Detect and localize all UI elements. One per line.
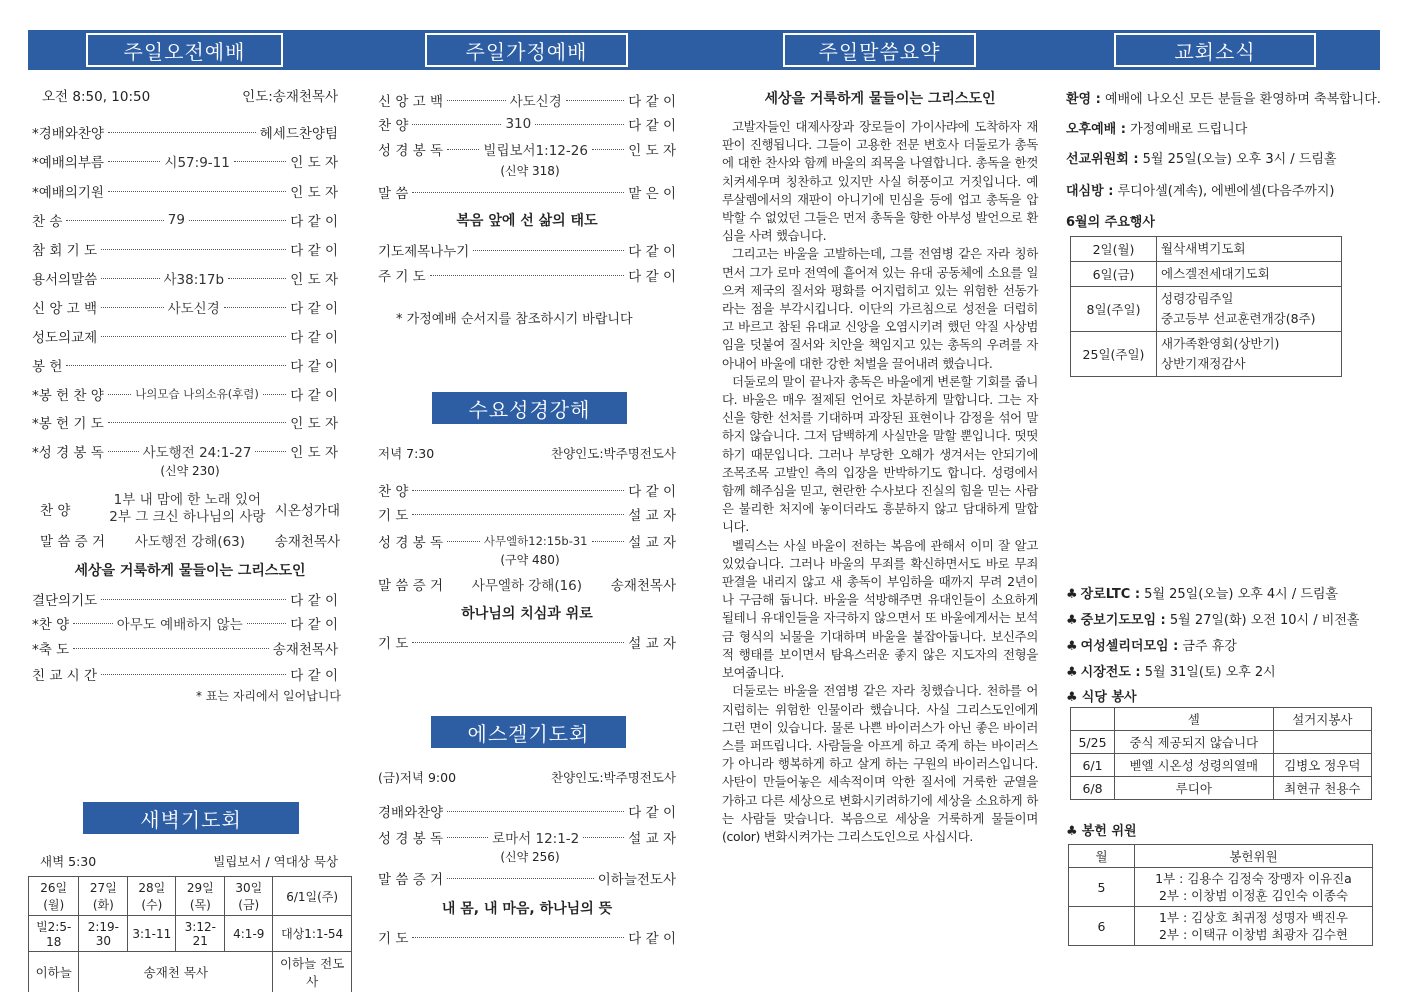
offering-members: 1부 : 김상호 최귀정 성명자 백진우 (1158, 910, 1348, 925)
order-label: 찬 양 (378, 118, 409, 134)
order-label: 친 교 시 간 (32, 668, 98, 684)
order-label: 찬 송 (32, 214, 63, 230)
june-date: 6일(금) (1071, 262, 1157, 287)
offering-members: 2부 : 이창범 이정훈 김인숙 이종숙 (1158, 888, 1348, 903)
ezekiel-time: (금)저녁 9:00 (378, 770, 457, 785)
order-row (32, 151, 338, 171)
order-label: 신 앙 고 백 (378, 94, 444, 110)
news-item-value: 5월 31일(토) 오후 2시 (1140, 665, 1276, 680)
order-row (378, 531, 676, 551)
order-label: 봉 헌 (32, 359, 63, 375)
meal-header: 설거지봉사 (1273, 708, 1371, 731)
order-row (378, 504, 676, 524)
wednesday-reading-subtitle: (구약 480) (500, 553, 560, 567)
standing-note: * 표는 자리에서 일어납니다 (196, 689, 341, 703)
order-label: 찬 양 (378, 484, 409, 500)
summary-paragraph: 고발자들인 대제사장과 장로들이 가이사랴에 도착하자 재판이 진행됩니다. 그들이 고용한 전문 변호사 더둘로가 총독에 대한 찬사와 함께 바울의 죄목을 나열합니다. 총독을 한껏 치켜세우며 칭찬하고 있지만 사실 허풍이고 거짓입니다. 예루살렘에서의 재판이 아니기에 민심을 등에 업고 총독을 압박할 수 없었던 그들은 먼저 총독을 향한 아부성 발언으로 환심을 사려 했습니다. (722, 119, 1038, 244)
choir-line-1: 1부 내 맘에 한 노래 있어 (113, 492, 262, 508)
meal-date: 6/8 (1071, 777, 1115, 800)
dawn-passage: 3:12-21 (176, 916, 225, 952)
order-person: 다 같 이 (290, 243, 338, 259)
sermon-row (40, 530, 340, 550)
offering-header: 월 (1069, 845, 1135, 868)
meal-wash: 김병오 정우덕 (1273, 754, 1371, 777)
home-word-label: 말 씀 (378, 186, 409, 202)
june-event: 중고등부 선교훈련개강(8주) (1161, 311, 1316, 326)
sermon-label: 말 씀 증 거 (40, 534, 106, 550)
news-item (1066, 180, 1334, 199)
wednesday-title: 수요성경강해 (432, 392, 627, 424)
meal-service-table (1070, 707, 1372, 800)
dawn-passage: 대상1:1-54 (273, 916, 352, 952)
order-person: 설 교 자 (628, 508, 676, 524)
order-row (32, 441, 338, 461)
offering-heading (1066, 820, 1137, 839)
meal-service-heading (1066, 686, 1137, 705)
june-date: 8일(주일) (1071, 287, 1157, 332)
order-row (32, 613, 338, 633)
order-detail: 사도신경 (167, 301, 220, 317)
wednesday-message-title: 하나님의 치심과 위로 (461, 606, 593, 622)
wednesday-prayer-label: 기 도 (378, 636, 409, 652)
clover-icon: ♣ (1066, 639, 1078, 654)
order-person: 설 교 자 (628, 535, 676, 551)
dawn-day: 27일(화) (79, 877, 128, 916)
dawn-day: 28일(수) (128, 877, 176, 916)
meal-cell: 중식 제공되지 않습니다 (1115, 731, 1274, 754)
wednesday-sermon-row (378, 574, 676, 594)
sermon-preacher: 송재천목사 (274, 534, 340, 550)
order-label: 성 경 봉 독 (378, 535, 444, 551)
order-person: 인 도 자 (290, 185, 338, 201)
dawn-text: 빌립보서 / 역대상 묵상 (213, 854, 338, 869)
ezekiel-info-row (378, 768, 676, 786)
dawn-day: 30일(금) (225, 877, 273, 916)
order-row (32, 638, 338, 658)
order-row (378, 265, 676, 285)
order-detail: 빌립보서1:12-26 (483, 143, 588, 159)
news-item-key: 여성셀리더모임 : (1080, 639, 1179, 654)
order-label: 결단의기도 (32, 593, 98, 609)
order-row (32, 181, 338, 201)
order-person: 설 교 자 (628, 831, 676, 847)
reading-subtitle: (신약 230) (160, 464, 220, 478)
news-item (1066, 148, 1337, 167)
order-person: 인 도 자 (290, 272, 339, 288)
sermon-title: 세상을 거룩하게 물들이는 그리스도인 (74, 563, 306, 579)
ezekiel-message-title: 내 몸, 내 마음, 하나님의 뜻 (441, 901, 613, 917)
june-event: 새가족환영회(상반기) (1161, 336, 1280, 351)
order-label: *축 도 (32, 642, 70, 658)
order-person: 다 같 이 (290, 593, 338, 609)
order-detail: 사도신경 (509, 94, 562, 110)
wednesday-sermon-passage: 사무엘하 강해(16) (471, 578, 583, 594)
clover-icon: ♣ (1066, 587, 1078, 602)
order-label: *찬 양 (32, 617, 70, 633)
order-label: 성도의교제 (32, 330, 98, 346)
dawn-info-row (40, 852, 338, 870)
order-label: 기도제목나누기 (378, 244, 470, 260)
order-person: 인 도 자 (628, 143, 677, 159)
home-word-row (378, 182, 676, 202)
meal-wash (1273, 731, 1371, 754)
order-row (32, 326, 338, 346)
news-item-key: 환영 : (1066, 92, 1101, 107)
order-detail: 79 (167, 212, 185, 228)
order-row (32, 384, 338, 404)
order-detail: 사38:17b (163, 272, 225, 288)
meal-cell: 루디아 (1115, 777, 1274, 800)
clover-icon: ♣ (1066, 824, 1078, 839)
dawn-passage: 4:1-9 (225, 916, 273, 952)
order-label: 기 도 (378, 508, 409, 524)
meal-wash: 최현규 천용수 (1273, 777, 1371, 800)
news-item-key: 장로LTC : (1080, 587, 1141, 602)
clover-icon: ♣ (1066, 690, 1078, 705)
news-item-key: 중보기도모임 : (1080, 613, 1166, 628)
dawn-leader-1: 이하늘 (29, 952, 79, 992)
home-reading-subtitle: (신약 318) (500, 164, 560, 178)
wednesday-leader: 찬양인도:박주명전도사 (551, 446, 676, 461)
order-label: 용서의말씀 (32, 272, 98, 288)
wednesday-time: 저녁 7:30 (378, 446, 435, 461)
ezekiel-sermon-preacher: 이하늘전도사 (597, 872, 676, 888)
church-news-header: 교회소식 (1114, 33, 1316, 67)
home-word-right: 맡 은 이 (628, 186, 676, 202)
dawn-schedule-table (28, 876, 352, 992)
summary-paragraph: 더둘로의 말이 끝나자 총독은 바울에게 변론할 기회를 줍니다. 바울은 매우 절제된 언어로 차분하게 말합니다. 그는 자신을 향한 선처를 기대하며 과장된 표현이나 감정을 섞어 말하지 않습니다. 그저 담백하게 사실만을 말할 뿐입니다. 떳떳하기 때문입니다. 그러나 부당한 오해가 생겨서는 안되기에 조목조목 고발인 측의 입장을 반박하기도 합니다. 성령에서 함께 해주심을 믿고, 현란한 수사보다 진실의 힘을 믿는 사람은 불리한 처지에 놓이더라도 흥분하지 않고 담대하게 말합니다. (722, 373, 1038, 535)
order-person: 다 같 이 (628, 269, 676, 285)
june-event: 에스겔전세대기도회 (1161, 266, 1270, 281)
june-event: 상반기재정감사 (1161, 356, 1246, 371)
order-person: 헤세드찬양팀 (259, 126, 338, 142)
choir-row (40, 492, 340, 526)
news-item (1066, 118, 1247, 137)
meal-service-title: 식당 봉사 (1081, 690, 1137, 705)
june-events-title: 6월의 주요행사 (1066, 215, 1155, 230)
dawn-day: 26일(월) (29, 877, 79, 916)
news-item (1066, 609, 1359, 628)
dawn-passage: 2:19-30 (79, 916, 128, 952)
order-row (378, 139, 676, 159)
summary-title: 세상을 거룩하게 물들이는 그리스도인 (764, 91, 996, 107)
wednesday-sermon-label: 말 씀 증 거 (378, 578, 444, 594)
ezekiel-sermon-row (378, 868, 676, 888)
news-item-key: 시장전도 : (1080, 665, 1141, 680)
ezekiel-title: 에스겔기도회 (431, 716, 626, 748)
dawn-leader-2: 송재천 목사 (79, 952, 273, 992)
order-row (32, 412, 338, 432)
order-person: 다 같 이 (628, 244, 676, 260)
order-detail: 310 (505, 116, 532, 132)
order-row (32, 268, 338, 288)
meal-date: 5/25 (1071, 731, 1115, 754)
order-person: 인 도 자 (290, 416, 338, 432)
offering-header: 봉헌위원 (1135, 845, 1373, 868)
june-date: 2일(월) (1071, 237, 1157, 262)
news-item-value: 가정예배로 드립니다 (1125, 122, 1248, 137)
order-person: 송재천목사 (272, 642, 338, 658)
sermon-summary-header: 주일말씀요약 (783, 33, 976, 67)
morning-time: 오전 8:50, 10:50 (42, 89, 151, 105)
news-item (1066, 88, 1381, 107)
dawn-passage: 빌2:5-18 (29, 916, 79, 952)
choir-right: 시온성가대 (274, 503, 340, 519)
dawn-leader-3: 이하늘 전도사 (273, 952, 352, 992)
offering-title: 봉헌 위원 (1081, 824, 1137, 839)
morning-leader: 인도:송재천목사 (242, 89, 338, 105)
order-label: *예배의부름 (32, 155, 104, 171)
summary-paragraph: 벨릭스는 사실 바울이 전하는 복음에 관해서 이미 잘 알고 있었습니다. 그러나 바울의 무죄를 확신하면서도 바로 무죄 판결을 내리지 않고 새 총독이 부임하을 때까지 무려 2년이나 구금해 둡니다. 바울을 석방해주면 유대인들이 소요하게 될테니 유대인들을 자극하지 않으면서 또 바울에게서는 보석금 형식의 뇌물을 기대하며 바울을 붙잡아둡니다. 보신주의적 행태를 보이면서 탐욕스러운 좋지 않은 지도자의 전형을 보여줍니다. (722, 537, 1038, 681)
news-item-key: 대심방 : (1066, 184, 1114, 199)
offering-month: 5 (1069, 868, 1135, 907)
news-item-key: 오후예배 : (1066, 122, 1126, 137)
choir-line-2: 2부 그 크신 하나님의 사랑 (109, 509, 266, 525)
news-item-key: 선교위원회 : (1066, 152, 1139, 167)
dawn-time: 새벽 5:30 (40, 854, 97, 869)
order-label: 참 회 기 도 (32, 243, 98, 259)
order-label: 성 경 봉 독 (378, 831, 444, 847)
order-label: 신 앙 고 백 (32, 301, 98, 317)
order-row (378, 90, 676, 110)
order-row (378, 801, 676, 821)
home-message-title: 복음 앞에 선 삶의 태도 (456, 213, 598, 229)
order-row (378, 114, 676, 134)
order-person: 다 같 이 (290, 617, 339, 633)
order-row (32, 239, 338, 259)
news-item-value: 금주 휴강 (1178, 639, 1237, 654)
news-item-value: 루디아셀(계속), 에벤에셀(다음주까지) (1113, 184, 1335, 199)
order-row (378, 240, 676, 260)
wednesday-prayer-right: 설 교 자 (628, 636, 676, 652)
order-label: *봉 헌 기 도 (32, 416, 104, 432)
order-person: 다 같 이 (290, 214, 338, 230)
order-label: 주 기 도 (378, 269, 426, 285)
summary-paragraph: 더둘로는 바울을 전염병 같은 자라 칭했습니다. 천하를 어지럽히는 위험한 인물이라 했습니다. 사실 그리스도인에게 그런 면이 있습니다. 물론 나쁜 바이러스가 아닌 좋은 바이러스를 퍼뜨립니다. 사람들을 아프게 하고 죽게 하는 바이러스가 아니라 행복하게 하고 살게 하는 구원의 바이러스입니다. 사탄이 만들어놓은 세속적이며 악한 질서에 거룩한 균열을 가하고 다른 세상으로 변화시키려하기에 세상을 소요하게 하는 사람들 맞습니다. 복음으로 세상을 거룩하게 물들이며(color) 변화시켜가는 그리스도인으로 사십시다. (722, 683, 1038, 844)
news-item-value: 예배에 나오신 모든 분들을 환영하며 축복합니다. (1100, 92, 1381, 107)
dawn-prayer-title: 새벽기도회 (83, 802, 299, 834)
order-detail: 시57:9-11 (164, 155, 230, 171)
home-service-header: 주일가정예배 (425, 33, 628, 67)
order-label: *경배와찬양 (32, 126, 104, 142)
order-label: *봉 헌 찬 양 (32, 388, 104, 404)
order-label: 경배와찬양 (378, 805, 444, 821)
home-note: * 가정예배 순서지를 참조하시기 바랍니다 (396, 312, 633, 327)
order-detail: 사도행전 24:1-27 (142, 445, 252, 461)
order-row (32, 297, 338, 317)
order-row (32, 122, 338, 142)
ezekiel-sermon-label: 말 씀 증 거 (378, 872, 444, 888)
offering-members: 2부 : 이택규 이창범 최광자 김수현 (1158, 927, 1348, 942)
dawn-passage: 3:1-11 (128, 916, 176, 952)
order-row (32, 210, 338, 230)
ezekiel-leader: 찬양인도:박주명전도사 (551, 770, 676, 785)
ezekiel-prayer-right: 다 같 이 (628, 931, 676, 947)
news-item (1066, 635, 1237, 654)
order-person: 다 같 이 (290, 359, 338, 375)
order-detail: 나의모습 나의소유(후렴) (135, 387, 259, 401)
june-event: 성령강림주일 (1161, 291, 1234, 306)
order-person: 다 같 이 (628, 484, 676, 500)
order-person: 다 같 이 (628, 118, 676, 134)
offering-month: 6 (1069, 907, 1135, 946)
order-row (378, 480, 676, 500)
june-events-table (1070, 236, 1342, 377)
ezekiel-reading-subtitle: (신약 256) (500, 850, 560, 864)
order-person: 인 도 자 (290, 445, 338, 461)
order-person: 다 같 이 (290, 330, 338, 346)
clover-icon: ♣ (1066, 613, 1078, 628)
dawn-day: 6/1일(주) (273, 877, 352, 916)
order-label: *성 경 봉 독 (32, 445, 104, 461)
news-item (1066, 583, 1338, 602)
order-row (378, 827, 676, 847)
order-row (32, 589, 338, 609)
morning-time-row (42, 85, 338, 105)
june-event: 월삭새벽기도회 (1161, 241, 1246, 256)
news-item-value: 5월 25일(오늘) 오후 4시 / 드림홀 (1140, 587, 1339, 602)
order-person: 다 같 이 (290, 301, 338, 317)
order-person: 다 같 이 (290, 668, 338, 684)
wednesday-info-row (378, 444, 676, 462)
wednesday-prayer-row (378, 632, 676, 652)
meal-header: 셀 (1115, 708, 1274, 731)
news-item-value: 5월 27일(화) 오전 10시 / 비전홀 (1165, 613, 1360, 628)
order-row (32, 355, 338, 375)
order-detail: 아무도 예배하지 않는 (116, 617, 243, 633)
summary-paragraph: 그리고는 바울을 고발하는데, 그를 전염병 같은 자라 칭하면서 그가 로마 전역에 흩어져 있는 유대 공동체에 소요를 일으켜 제국의 질서와 평화를 어지럽히고 있는 위험한 선동가라는 점을 부각시킵니다. 이단의 가르침으로 성전을 더럽히고 바르고 참된 유대교 신앙을 오염시키려 했던 악질 사상범임을 덧붙여 질서와 치안을 책임지고 있는 총독의 우려를 자아내어 바울에 대한 강한 처벌을 끌어내려 했습니다. (722, 246, 1038, 371)
summary-body (722, 118, 1038, 846)
ezekiel-prayer-row (378, 927, 676, 947)
order-person: 다 같 이 (628, 94, 676, 110)
news-item-value: 5월 25일(오늘) 오후 3시 / 드림홀 (1138, 152, 1337, 167)
order-person: 다 같 이 (290, 388, 339, 404)
morning-service-header: 주일오전예배 (86, 33, 283, 67)
june-date: 25일(주일) (1071, 332, 1157, 377)
clover-icon: ♣ (1066, 665, 1078, 680)
order-detail: 사무엘하12:15b-31 (483, 534, 588, 548)
order-detail: 로마서 12:1-2 (492, 831, 580, 847)
offering-committee-table (1068, 844, 1373, 946)
wednesday-sermon-preacher: 송재천목사 (610, 578, 676, 594)
order-row (32, 664, 338, 684)
order-person: 다 같 이 (628, 805, 676, 821)
sermon-passage: 사도행전 강해(63) (134, 534, 246, 550)
choir-label: 찬 양 (40, 503, 71, 519)
order-label: 성 경 봉 독 (378, 143, 444, 159)
order-person: 인 도 자 (290, 155, 338, 171)
meal-cell: 벧엘 시온성 성령의열매 (1115, 754, 1274, 777)
meal-date: 6/1 (1071, 754, 1115, 777)
ezekiel-prayer-label: 기 도 (378, 931, 409, 947)
dawn-day: 29일(목) (176, 877, 225, 916)
order-label: *예배의기원 (32, 185, 104, 201)
news-item (1066, 661, 1276, 680)
offering-members: 1부 : 김용수 김정숙 장맹자 이유진a (1155, 871, 1352, 886)
